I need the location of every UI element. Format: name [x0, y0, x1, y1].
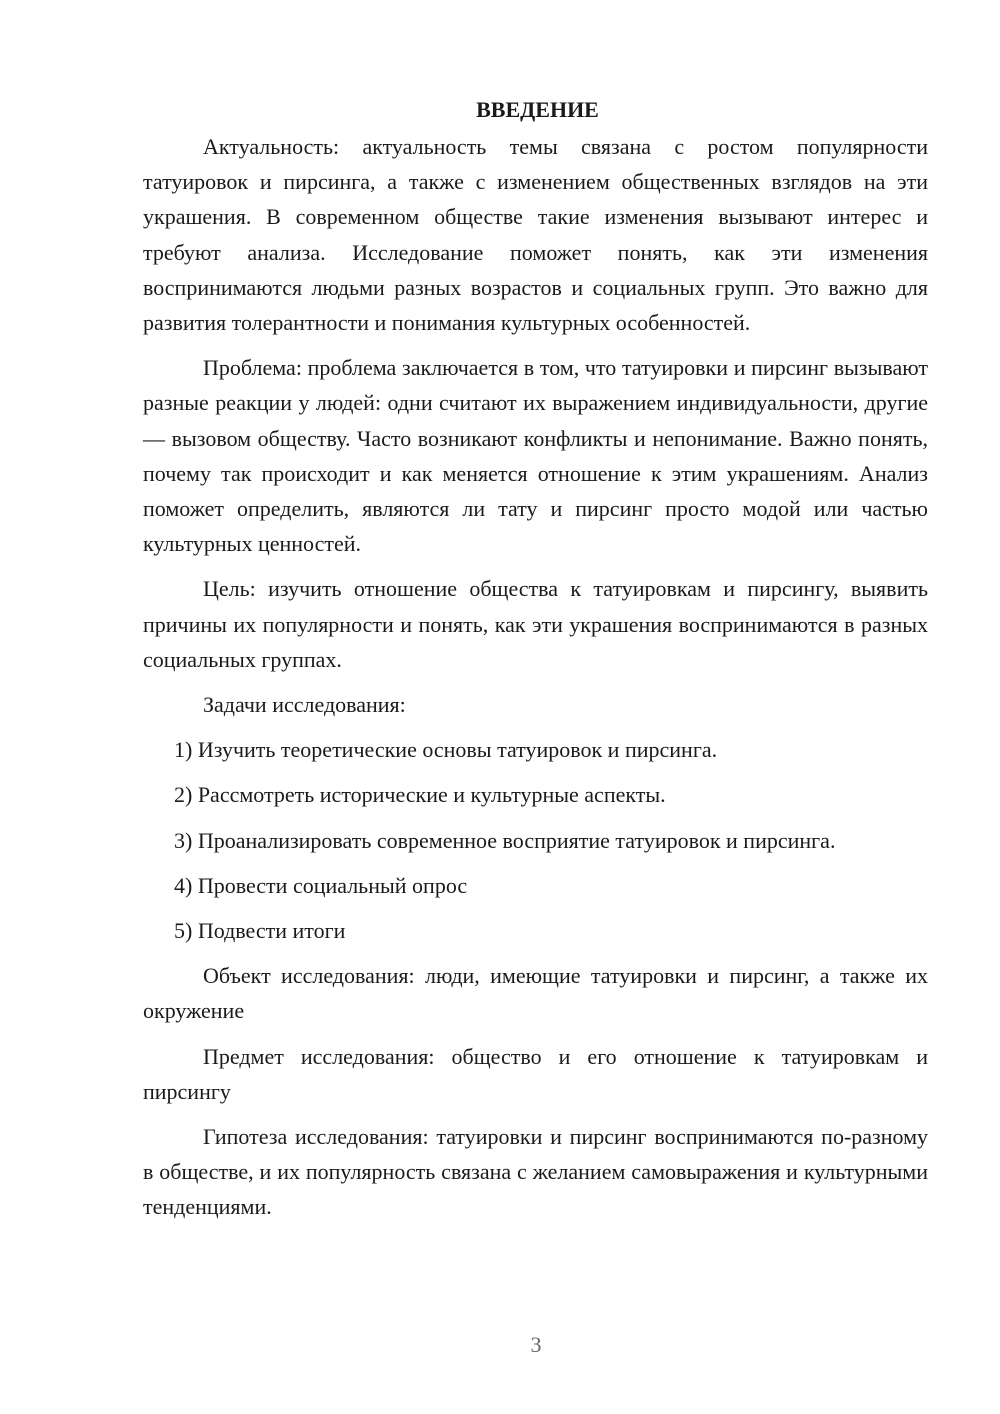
object-paragraph: Объект исследования: люди, имеющие татуировки и пирсинг, а также их окружение — [143, 963, 928, 1024]
problem-paragraph: Проблема: проблема заключается в том, что татуировки и пирсинг вызывают разные реакции у людей: одни считают их выражением индивидуальности, другие — вызовом обществу. Часто возникают конфликты и непонимание. Важно понять, почему так происходит и как меняется отношение к этим украшениям. Анализ поможет определить, являются ли тату и пирсинг просто модой или частью культурных ценностей. — [143, 355, 928, 557]
list-item: 3) Проанализировать современное восприятие татуировок и пирсинга. — [174, 827, 836, 853]
section-heading: ВВЕДЕНИЕ — [476, 97, 599, 122]
list-item: 1) Изучить теоретические основы татуировок и пирсинга. — [174, 737, 718, 763]
relevance-paragraph: Актуальность: актуальность темы связана с ростом популярности татуировок и пирсинга, а также с изменением общественных взглядов на эти украшения. В современном обществе такие изменения вызывают интерес и требуют анализа. Исследование поможет понять, как эти изменения воспринимаются людьми разных возрастов и социальных групп. Это важно для развития толерантности и понимания культурных особенностей. — [143, 134, 928, 336]
subject-paragraph: Предмет исследования: общество и его отношение к татуировкам и пирсингу — [143, 1043, 928, 1104]
goal-paragraph: Цель: изучить отношение общества к татуировкам и пирсингу, выявить причины их популярности и понять, как эти украшения воспринимаются в разных социальных группах. — [143, 576, 928, 672]
list-item: 5) Подвести итоги — [174, 918, 346, 944]
list-item: 2) Рассмотреть исторические и культурные аспекты. — [174, 782, 666, 808]
page-number: 3 — [530, 1332, 542, 1357]
tasks-title: Задачи исследования: — [203, 692, 406, 718]
document-page — [143, 92, 928, 1235]
hypothesis-paragraph: Гипотеза исследования: татуировки и пирсинг воспринимаются по-разному в обществе, и их популярность связана с желанием самовыражения и культурными тенденциями. — [143, 1124, 928, 1220]
list-item: 4) Провести социальный опрос — [174, 872, 468, 898]
tasks-list — [143, 732, 928, 948]
